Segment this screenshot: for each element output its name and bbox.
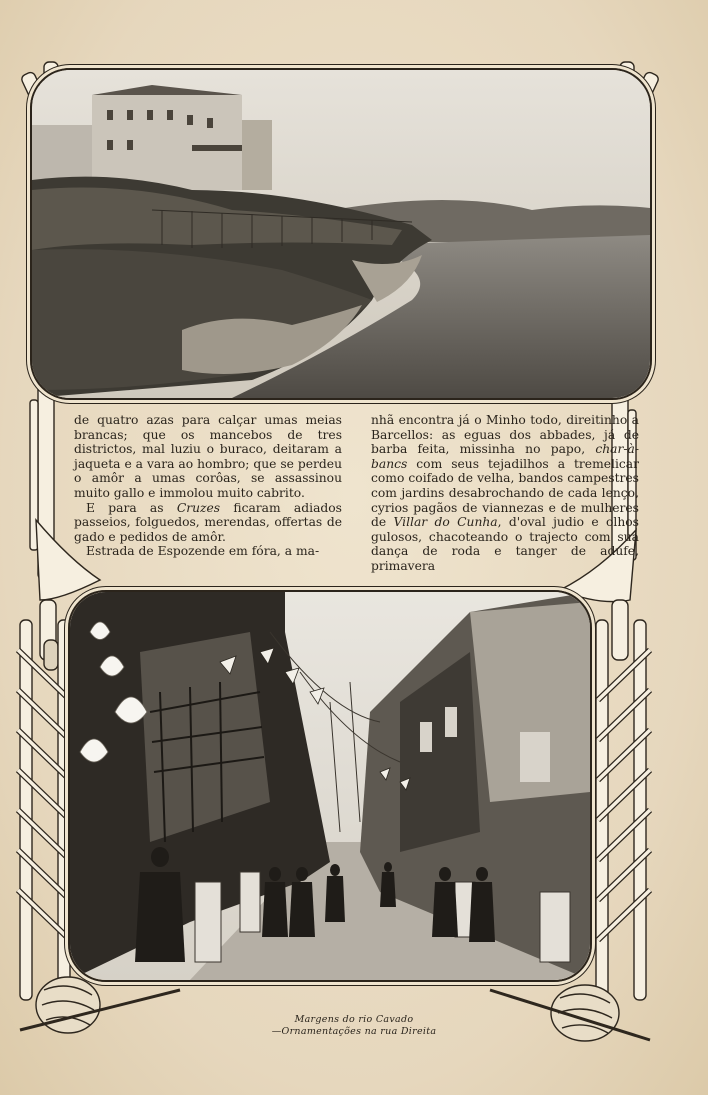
text-run: de quatro azas para calçar umas meias brancas; que os mancebos de tres districtos, mal luziu o buraco, deitaram a jaqueta e a vara ao hombro; que se perdeu o amôr a umas corôas, se assassinou muito gallo e immolou muito cabrito.	[74, 413, 342, 500]
river-bank-photo	[30, 68, 652, 400]
paragraph	[74, 544, 342, 559]
paragraph	[74, 413, 342, 501]
caption-line-2: —Ornamentações na rua Direita	[271, 1026, 437, 1037]
paragraph	[371, 413, 639, 574]
text-run: E para as	[86, 500, 177, 515]
caption-line-1: Margens do rio Cavado	[294, 1014, 414, 1025]
emphasized-text: char-à-bancs	[371, 442, 639, 471]
text-run: Estrada de Espozende em fóra, a ma-	[86, 544, 320, 559]
text-run: com seus tejadilhos a tremelicar como coifado de velha, bandos campestres com jardins desabrochando de cada lenço, cyrios pagãos de viannezas e de mulheres de	[371, 456, 639, 530]
emphasized-text: Villar do Cunha	[393, 515, 498, 530]
text-run: ficaram adiados passeios, folguedos, merendas, offertas de gado e pedidos de amôr.	[74, 500, 342, 544]
text-column-left	[74, 413, 342, 558]
text-run: , d'oval judio e olhos gulosos, chacoteando o trajecto com sua dança de roda e tanger de adufe, primavera	[371, 515, 639, 573]
paragraph	[74, 501, 342, 545]
text-column-right	[371, 413, 639, 573]
text-run: nhã encontra já o Minho todo, direitinho a Barcellos: as eguas dos abbades, já de barba feita, missinha no papo,	[371, 413, 639, 457]
photo-caption	[0, 1014, 708, 1038]
emphasized-text: Cruzes	[176, 500, 221, 515]
article-text	[74, 413, 639, 573]
decorated-street-photo	[68, 590, 592, 982]
